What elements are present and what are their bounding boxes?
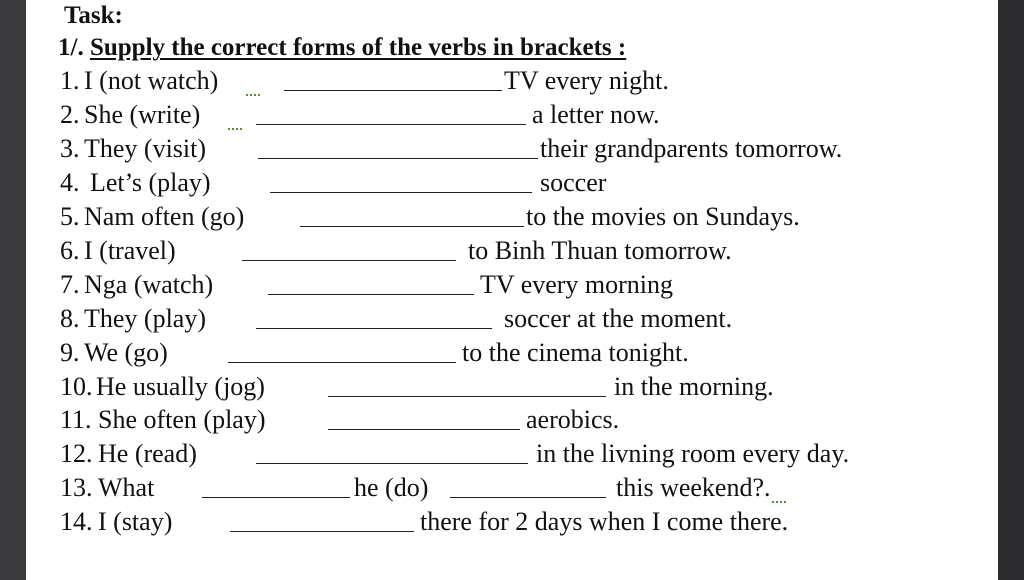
item-number: 2. — [60, 100, 80, 129]
item-prompt: We (go) — [84, 338, 168, 367]
document-page — [26, 0, 998, 580]
item-continuation: TV every night. — [504, 66, 669, 95]
item-prompt: Nam often (go) — [84, 202, 245, 231]
exercise-number: 1/. — [58, 34, 84, 61]
answer-blank[interactable] — [256, 124, 526, 125]
item-prompt: They (play) — [84, 304, 207, 333]
item-continuation: their grandparents tomorrow. — [540, 134, 843, 163]
item-continuation: aerobics. — [526, 405, 620, 434]
answer-blank[interactable] — [256, 328, 492, 329]
item-number: 14. — [60, 507, 93, 536]
answer-blank[interactable] — [242, 260, 456, 261]
spellcheck-mark — [772, 495, 786, 503]
item-continuation: TV every morning — [480, 270, 674, 299]
item-number: 4. — [60, 168, 80, 197]
item-continuation: to the movies on Sundays. — [526, 202, 800, 231]
item-number: 11. — [60, 405, 92, 434]
item-continuation: a letter now. — [532, 100, 660, 129]
item-continuation: to the cinema tonight. — [462, 338, 689, 367]
answer-blank[interactable] — [256, 463, 528, 464]
item-number: 1. — [60, 66, 80, 95]
item-continuation: soccer at the moment. — [504, 304, 733, 333]
item-number: 7. — [60, 270, 80, 299]
exercise-heading — [58, 34, 626, 62]
spellcheck-mark — [228, 122, 242, 130]
item-prompt: He usually (jog) — [96, 372, 265, 401]
item-prompt: Nga (watch) — [84, 270, 214, 299]
item-number: 13. — [60, 473, 93, 502]
item-number: 8. — [60, 304, 80, 333]
window-edge — [998, 0, 1024, 580]
answer-blank[interactable] — [328, 396, 606, 397]
item-number: 3. — [60, 134, 80, 163]
item-continuation: soccer — [540, 168, 607, 197]
item-prompt: They (visit) — [84, 134, 207, 163]
spellcheck-mark — [246, 88, 260, 96]
item-continuation: to Binh Thuan tomorrow. — [468, 236, 732, 265]
item-number: 9. — [60, 338, 80, 367]
answer-blank-1[interactable] — [202, 497, 350, 498]
item-number: 6. — [60, 236, 80, 265]
answer-blank[interactable] — [258, 158, 538, 159]
item-prompt: She often (play) — [98, 405, 266, 434]
answer-blank[interactable] — [270, 192, 532, 193]
item-continuation: there for 2 days when I come there. — [420, 507, 789, 536]
item-number: 5. — [60, 202, 80, 231]
answer-blank-2[interactable] — [450, 497, 606, 498]
answer-blank[interactable] — [300, 226, 524, 227]
item-prompt: He (read) — [98, 439, 197, 468]
item-prompt: Let’s (play) — [90, 168, 211, 197]
item-number: 10. — [60, 372, 93, 401]
exercise-instruction: Supply the correct forms of the verbs in brackets : — [89, 34, 627, 61]
item-prompt: She (write) — [84, 100, 201, 129]
answer-blank[interactable] — [228, 362, 456, 363]
answer-blank[interactable] — [328, 429, 520, 430]
item-continuation: this weekend?. — [616, 473, 771, 502]
item-prompt: I (not watch) — [84, 66, 219, 95]
answer-blank[interactable] — [268, 294, 474, 295]
item-continuation: in the morning. — [614, 372, 774, 401]
item-number: 12. — [60, 439, 93, 468]
item-prompt: I (stay) — [98, 507, 173, 536]
item-middle-prompt: he (do) — [354, 473, 429, 502]
item-continuation: in the livning room every day. — [536, 439, 850, 468]
answer-blank[interactable] — [230, 531, 414, 532]
item-prompt: I (travel) — [84, 236, 176, 265]
answer-blank[interactable] — [284, 90, 502, 91]
item-prompt: What — [98, 473, 155, 502]
task-title: Task: — [64, 2, 123, 29]
